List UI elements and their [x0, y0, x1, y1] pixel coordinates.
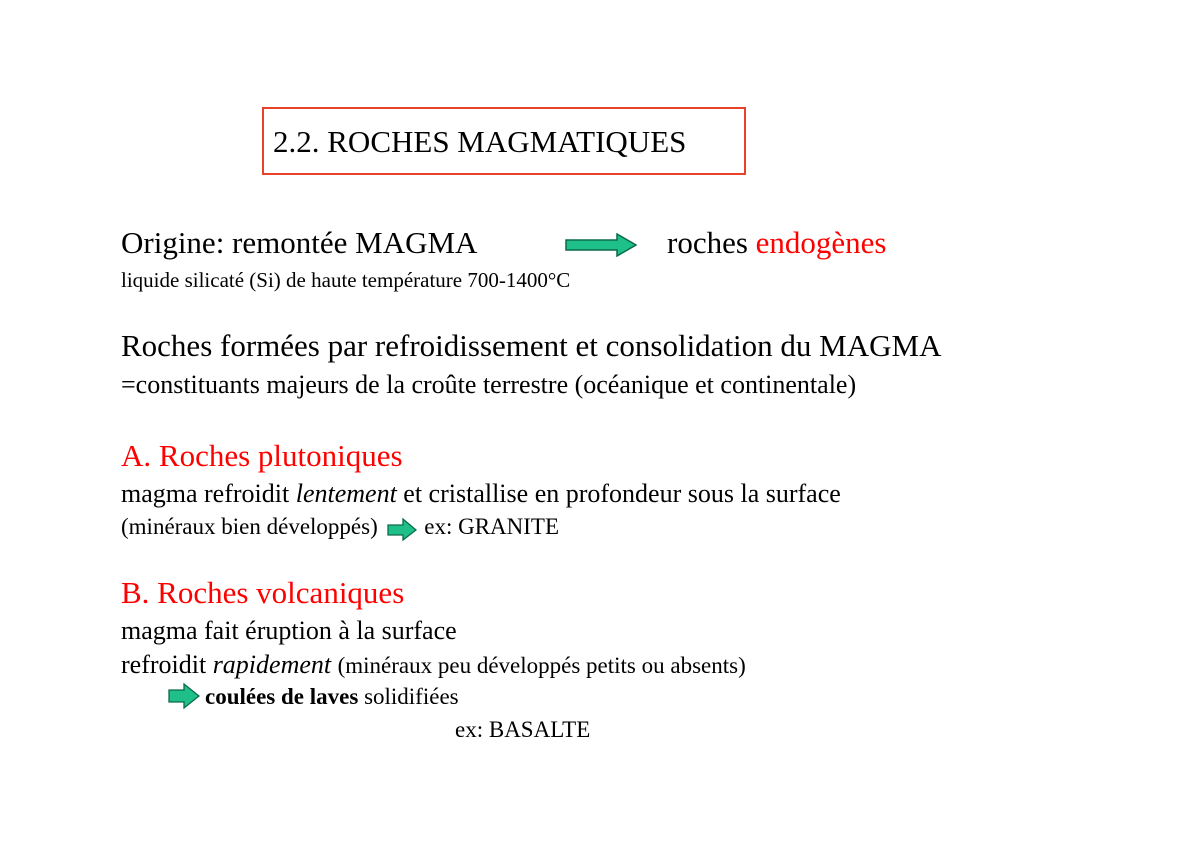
formation-detail: =constituants majeurs de la croûte terrestre (océanique et continentale) [121, 370, 857, 399]
page-title [262, 107, 746, 175]
formation-heading: Roches formées par refroidissement et consolidation du MAGMA [121, 328, 942, 363]
volcanic-line4: ex: BASALTE [455, 717, 591, 742]
plutonic-line1 [121, 479, 841, 509]
volcanic-line3-after: solidifiées [364, 684, 459, 709]
plutonic-line2-before: (minéraux bien développés) [121, 514, 378, 539]
volcanic-line1: magma fait éruption à la surface [121, 616, 457, 645]
page-title-text: 2.2. ROCHES MAGMATIQUES [273, 123, 687, 159]
plutonic-line2-after: ex: GRANITE [424, 514, 560, 539]
plutonic-line1-after: et cristallise en profondeur sous la surface [403, 479, 841, 508]
volcanic-heading: B. Roches volcaniques [121, 575, 405, 610]
plutonic-line1-emph: lentement [295, 479, 397, 508]
arrow-right-icon [387, 517, 417, 541]
volcanic-line2 [121, 650, 746, 681]
origin-result [667, 225, 887, 261]
origin-result-prefix: roches [667, 225, 748, 260]
plutonic-heading: A. Roches plutoniques [121, 438, 403, 473]
volcanic-line3 [205, 683, 459, 711]
plutonic-line2 [121, 513, 559, 541]
plutonic-line1-before: magma refroidit [121, 479, 290, 508]
volcanic-line2-after: (minéraux peu développés petits ou absents) [337, 653, 746, 678]
arrow-right-icon [168, 683, 200, 709]
origin-detail: liquide silicaté (Si) de haute température 700-1400°C [121, 268, 571, 292]
volcanic-line2-emph: rapidement [212, 650, 332, 679]
origin-result-highlight: endogènes [755, 225, 887, 260]
volcanic-line3-bold: coulées de laves [205, 684, 359, 709]
origin-label: Origine: remontée MAGMA [121, 225, 478, 260]
arrow-right-icon [565, 233, 637, 257]
volcanic-line2-before: refroidit [121, 650, 207, 679]
